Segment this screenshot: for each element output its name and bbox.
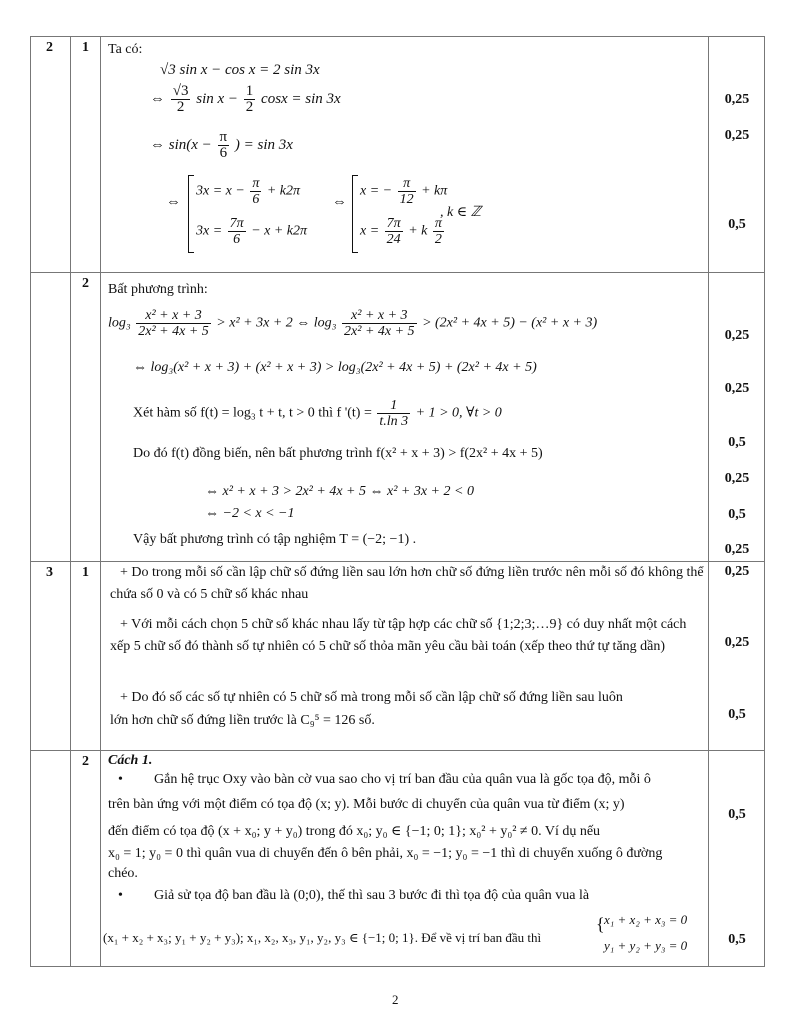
question-number: 2 — [46, 40, 53, 55]
bullet: • — [118, 772, 123, 787]
equation-line: Xét hàm số f(t) = log₃ t + t, t > 0 thì f '(t) = $\frac{1}{t.\ln 3}$ + 1 > 0, ∀t > 0 — [133, 398, 502, 429]
paragraph-line: đến điểm có tọa độ (x + x₀; y + y₀) trong đó x₀; y₀ ∈ {−1; 0; 1}; x₀² + y₀² ≠ 0. Ví dụ nếu — [108, 824, 601, 839]
equation-line: ⇔ −2 < x < −1 — [205, 506, 295, 521]
paragraph-line: trên bàn ứng với một điểm có tọa độ (x; y). Mỗi bước di chuyển của quân vua từ điểm (x; y) — [108, 797, 625, 812]
score: 0,5 — [728, 707, 746, 722]
arrow: ⇔ — [332, 194, 347, 210]
equation-line: x = $\frac{7\pi}{24}$ + k $\frac{\pi}{2}$ — [360, 216, 442, 247]
equation-line: 3x = $\frac{7\pi}{6}$ − x + k2π — [196, 216, 308, 247]
score: 0,5 — [728, 217, 746, 232]
arrow: ⇔ — [166, 194, 181, 210]
equation-line: 3x = x − $\frac{\pi}{6}$ + k2π — [196, 176, 301, 207]
part-number: 1 — [82, 40, 89, 55]
paragraph-line: x₀ = 1; y₀ = 0 thì quân vua di chuyển đến ô bên phải, x₀ = −1; y₀ = −1 thì di chuyển xuống ô đường — [108, 846, 663, 861]
brace: { — [596, 914, 605, 934]
method-title: Cách 1. — [108, 753, 153, 768]
score: 0,5 — [728, 435, 746, 450]
equation-line: Do đó f(t) đồng biến, nên bất phương trình f(x² + x + 3) > f(2x² + 4x + 5) — [133, 446, 543, 461]
conclusion: Vậy bất phương trình có tập nghiệm T = (−2; −1) . — [133, 532, 417, 547]
equation-line: ⇔ log₃(x² + x + 3) + (x² + x + 3) > log₃(2x² + 4x + 5) + (2x² + 4x + 5) — [133, 360, 537, 375]
score: 0,25 — [724, 564, 750, 579]
part-number: 2 — [82, 276, 89, 291]
bullet: • — [118, 888, 123, 903]
paragraph-line: + Do đó số các số tự nhiên có 5 chữ số mà trong mỗi số cần lập chữ số đứng liền sau luôn — [120, 690, 623, 705]
score: 0,5 — [728, 507, 746, 522]
equation-line: ⇔ x² + x + 3 > 2x² + 4x + 5 ⇔ x² + 3x + 2 < 0 — [205, 484, 474, 499]
score: 0,25 — [724, 635, 750, 650]
paragraph-line: chéo. — [108, 866, 138, 881]
part-number: 1 — [82, 565, 89, 580]
question-number: 3 — [46, 565, 53, 580]
score: 0,25 — [724, 542, 750, 557]
system-eq: y₁ + y₂ + y₃ = 0 — [604, 938, 688, 953]
equation-line: ⇔ sin(x − $\frac{\pi}{6}$ ) = sin 3x — [150, 129, 293, 161]
score: 0,25 — [724, 471, 750, 486]
paragraph-line: (x₁ + x₂ + x₃; y₁ + y₂ + y₃); x₁, x₂, x₃, y₁, y₂, y₃ ∈ {−1; 0; 1}. Để về vị trí ban đầu thì — [103, 930, 542, 945]
system-eq: x₁ + x₂ + x₃ = 0 — [604, 912, 688, 927]
equation-line: ⇔ $\frac{√3}{2}$ sin x − $\frac{1}{2}$ cosx = sin 3x — [150, 83, 341, 115]
paragraph: + Do trong mỗi số cần lập chữ số đứng liền sau lớn hơn chữ số đứng liền trước nên mỗi số đó không thể chứa số 0 và có 5 chữ số khác nhau — [110, 565, 704, 602]
score: 0,25 — [724, 328, 750, 343]
equation-line: x = − $\frac{\pi}{12}$ + kπ — [360, 176, 448, 207]
bracket — [188, 175, 194, 253]
score: 0,25 — [724, 381, 750, 396]
score: 0,5 — [728, 932, 746, 947]
section-intro: Ta có: — [108, 42, 143, 57]
score: 0,25 — [724, 92, 750, 107]
paragraph-line: Giả sử tọa độ ban đầu là (0;0), thế thì sau 3 bước đi thì tọa độ của quân vua là — [154, 888, 590, 903]
section-intro: Bất phương trình: — [108, 282, 208, 297]
paragraph: + Với mỗi cách chọn 5 chữ số khác nhau lấy từ tập hợp các chữ số {1;2;3;…9} có duy nhất một cách xếp 5 chữ số đó thành số tự nhiên có 5 chữ số thỏa mãn yêu cầu bài toán (xếp theo thứ tự tăng dần) — [110, 617, 687, 654]
score: 0,5 — [728, 807, 746, 822]
score: 0,25 — [724, 128, 750, 143]
equation-line: √3 sin x − cos x = 2 sin 3x — [160, 62, 320, 78]
paragraph-line: Gắn hệ trục Oxy vào bàn cờ vua sao cho vị trí ban đầu của quân vua là gốc tọa độ, mỗi ô — [154, 772, 651, 787]
equation-line: , k ∈ ℤ — [440, 205, 482, 220]
bracket — [352, 175, 358, 253]
equation-line: log₃ $\frac{\text{x² + x + 3}}{\text{2x² + 4x + 5}}$ > x² + 3x + 2 ⇔ log₃ $\frac{\text{x² + x + 3}}{\text{2x² + 4x + 5}}$ > (2x² + 4x + 5) − (x² + x + 3) — [108, 308, 598, 339]
page-number: 2 — [392, 992, 399, 1007]
paragraph-line: lớn hơn chữ số đứng liền trước là C₉⁵ = 126 số. — [110, 713, 375, 728]
part-number: 2 — [82, 754, 89, 769]
